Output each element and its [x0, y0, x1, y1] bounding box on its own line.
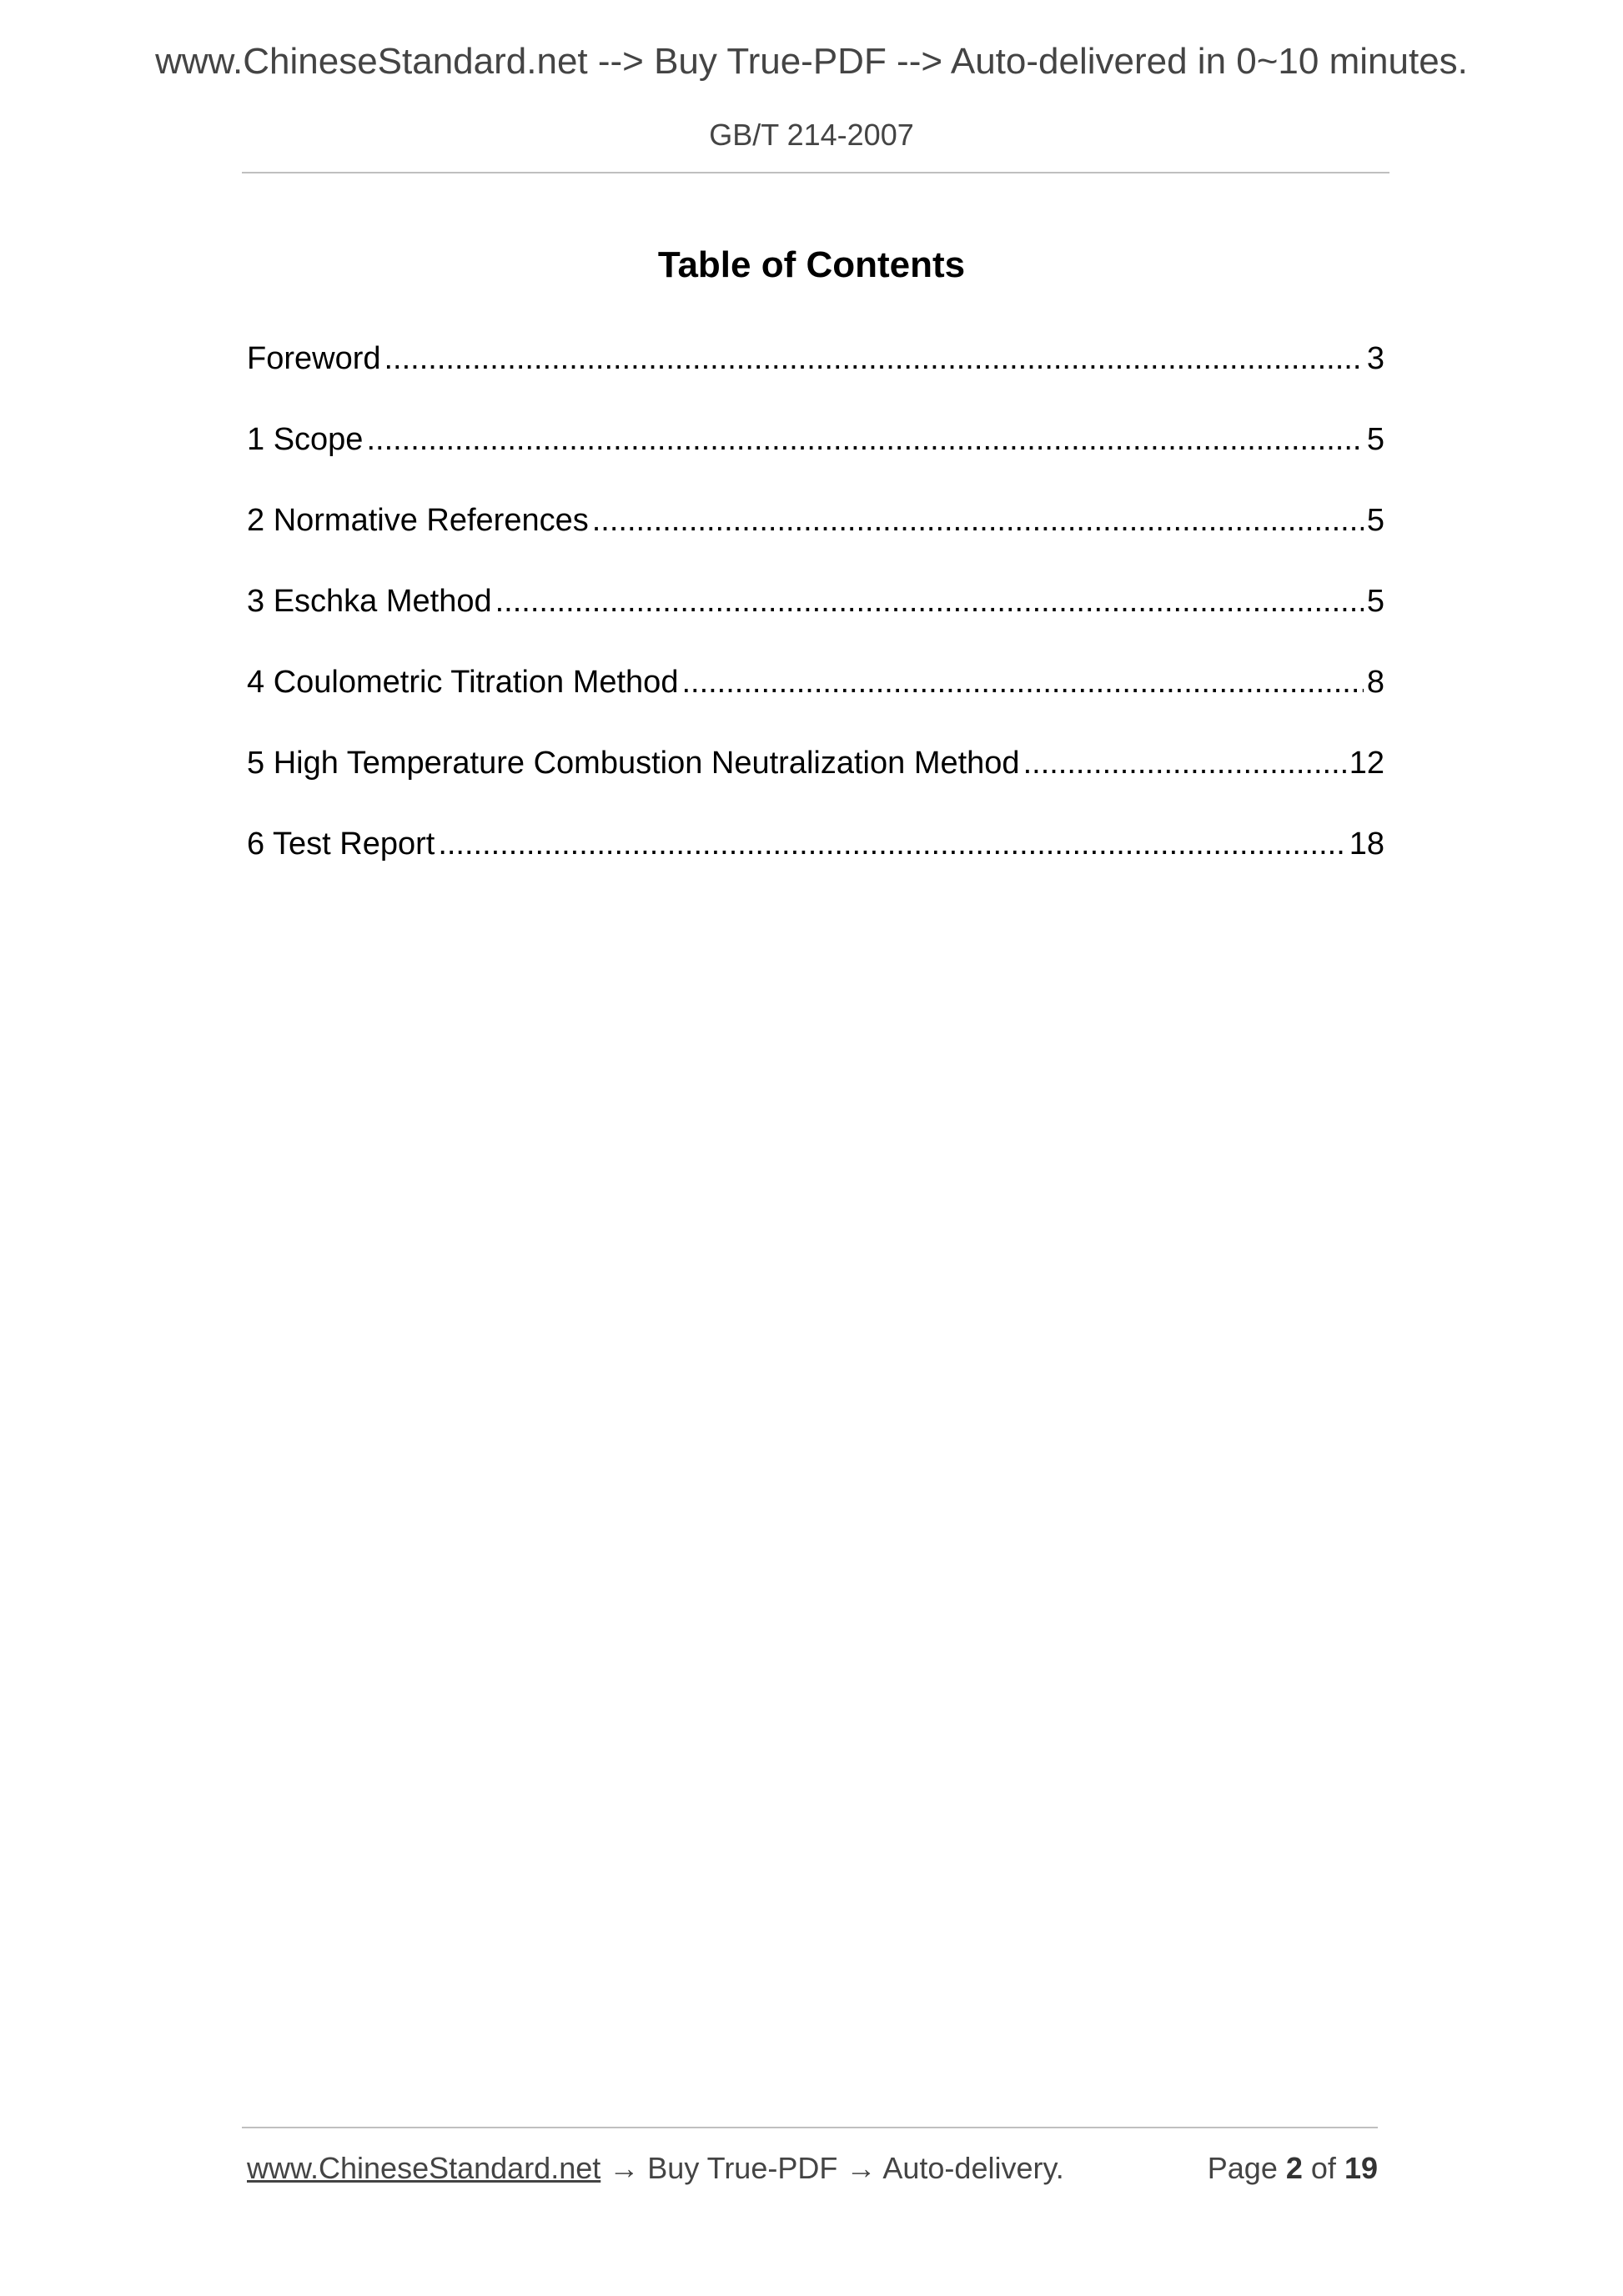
footer-site-link[interactable]: www.ChineseStandard.net [247, 2151, 601, 2185]
toc-entry-eschka-method[interactable] [247, 578, 1384, 659]
toc-entry-page: 3 [1366, 341, 1384, 376]
toc-entry-label: 4 Coulometric Titration Method [247, 665, 679, 700]
toc-entry-page: 8 [1366, 665, 1384, 700]
toc-entry-label: 3 Eschka Method [247, 584, 492, 619]
page-current: 2 [1285, 2151, 1303, 2185]
toc-list [247, 335, 1384, 902]
toc-dot-leader [1023, 740, 1346, 786]
page-word: Page [1207, 2151, 1278, 2185]
toc-entry-label: 2 Normative References [247, 503, 589, 538]
toc-title: Table of Contents [657, 244, 966, 285]
toc-entry-page: 5 [1366, 422, 1384, 457]
toc-entry-label: 6 Test Report [247, 826, 435, 862]
page-total: 19 [1344, 2151, 1378, 2185]
page-number [1208, 2148, 1378, 2188]
of-word: of [1310, 2151, 1336, 2185]
toc-entry-test-report[interactable] [247, 821, 1384, 902]
footer-delivery-text: Auto-delivery. [882, 2151, 1064, 2185]
footer-divider [242, 2127, 1378, 2128]
toc-entry-page: 5 [1366, 503, 1384, 538]
toc-entry-high-temperature-combustion[interactable] [247, 740, 1384, 821]
toc-dot-leader [366, 416, 1363, 463]
toc-entry-label: 1 Scope [247, 422, 364, 457]
top-banner: www.ChineseStandard.net --> Buy True-PDF --> Auto-delivered in 0~10 minutes. [155, 41, 1468, 82]
toc-entry-label: 5 High Temperature Combustion Neutralization Method [247, 746, 1020, 781]
toc-entry-label: Foreword [247, 341, 381, 376]
toc-entry-normative-references[interactable] [247, 497, 1384, 578]
toc-entry-foreword[interactable] [247, 335, 1384, 416]
toc-entry-coulometric-titration[interactable] [247, 659, 1384, 740]
toc-dot-leader [384, 335, 1364, 382]
toc-entry-page: 5 [1366, 584, 1384, 619]
toc-entry-page: 18 [1349, 826, 1384, 862]
toc-dot-leader [592, 497, 1364, 544]
toc-dot-leader [495, 578, 1364, 625]
standard-code: GB/T 214-2007 [709, 118, 914, 152]
arrow-right-icon: → [846, 2151, 877, 2185]
header-divider [242, 172, 1389, 173]
toc-entry-page: 12 [1349, 746, 1384, 781]
toc-entry-scope[interactable] [247, 416, 1384, 497]
toc-dot-leader [681, 659, 1363, 706]
footer-buy-text: Buy True-PDF [647, 2151, 838, 2185]
arrow-right-icon: → [609, 2151, 640, 2185]
toc-dot-leader [438, 821, 1345, 867]
footer-promo [247, 2148, 1064, 2188]
